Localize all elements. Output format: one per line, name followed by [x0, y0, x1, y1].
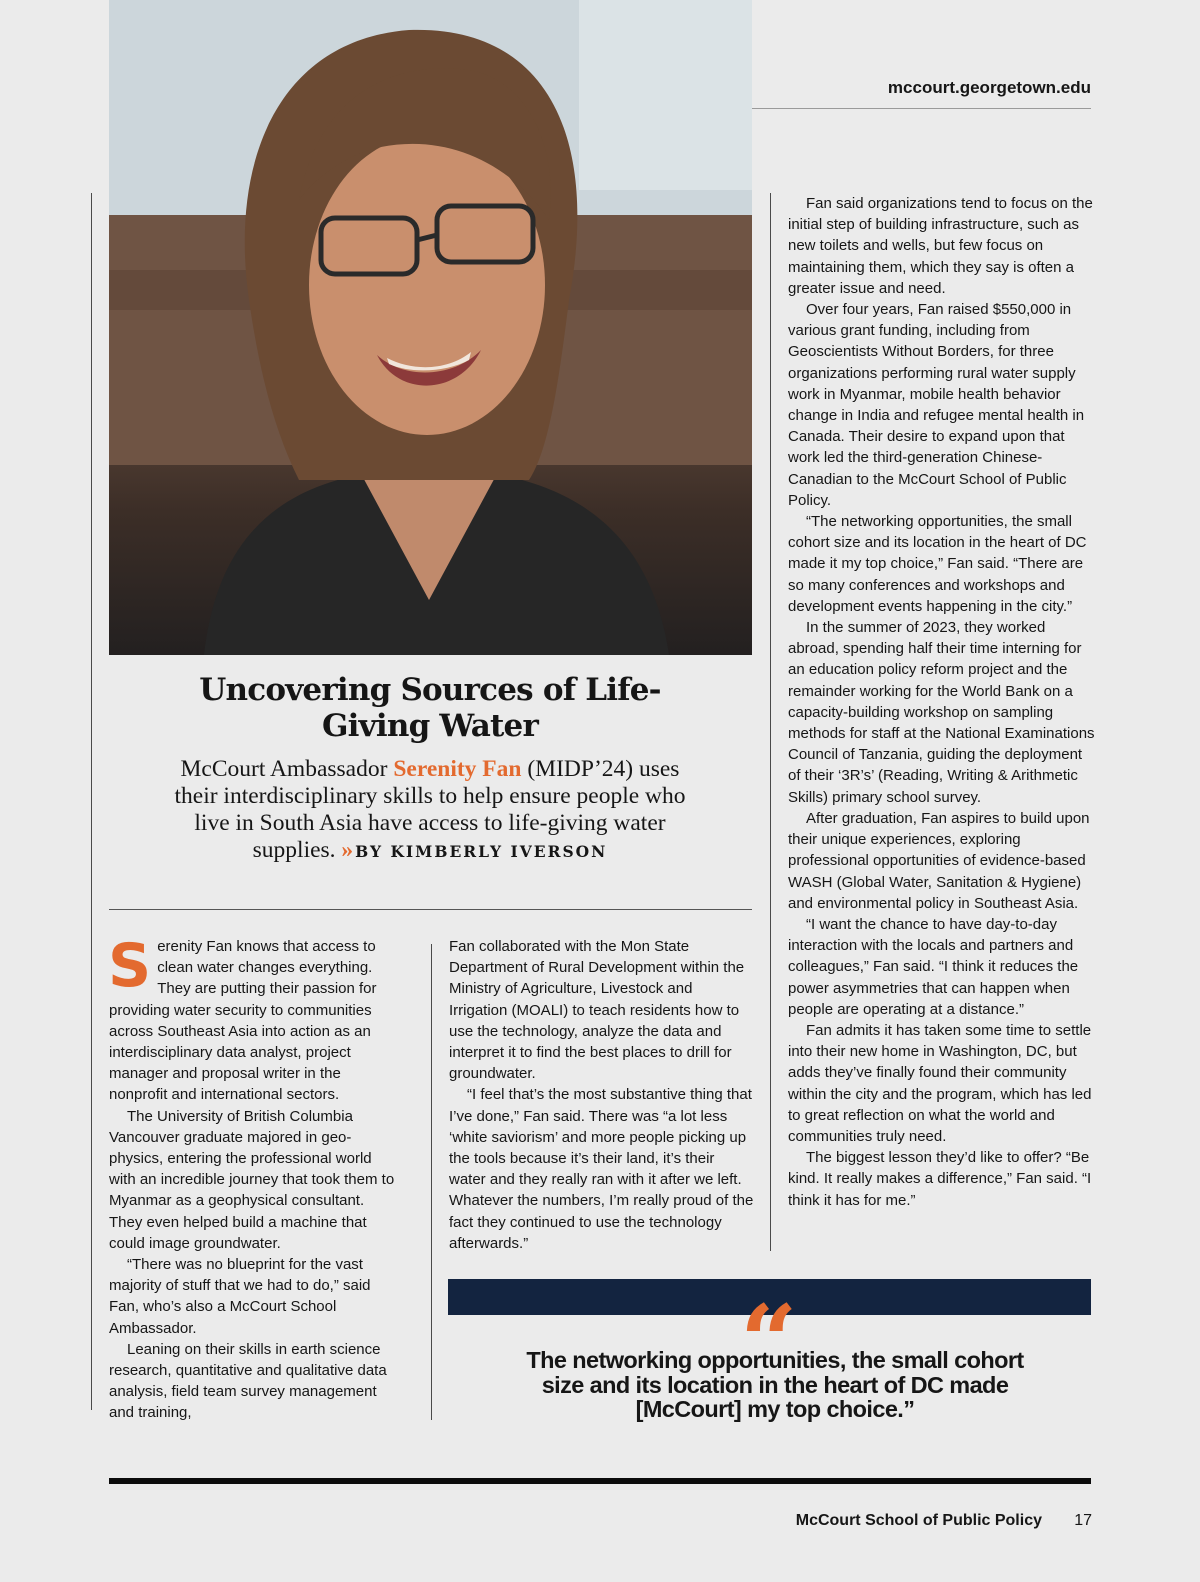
body-paragraph: Fan collaborated with the Mon State Department of Rural Development within the Ministry of Agriculture, Livestock and Irrigation (MOALI) to teach residents how to use the technology, analyze the data and interpret it to find the best places to drill for groundwater.	[449, 938, 745, 1083]
deck-intro: McCourt Ambassador	[180, 756, 394, 782]
article-deck	[160, 756, 700, 865]
body-paragraph: After graduation, Fan aspires to build upon their unique experiences, exploring professional opportunities of evidence-based WASH (Global Water, Sanitation & Hygiene) and environmental policy in Southeast Asia.	[788, 809, 1090, 912]
body-paragraph: “I feel that’s the most substantive thing that I’ve done,” Fan said. There was “a lot less ‘white saviorism’ and more people picking up the tools because it’s their land, it’s their water and they really ran with it after we left. Whatever the numbers, I’m really proud of the fact they continued to use the technology afterwards.”	[449, 1086, 754, 1252]
column2-rule	[431, 944, 432, 1420]
deck-subject-name: Serenity Fan	[393, 756, 522, 782]
page-number: 17	[1074, 1512, 1092, 1529]
quote-mark-icon: “	[740, 1283, 798, 1401]
body-paragraph: Serenity Fan knows that access to clean water changes everything. They are putting their passion for providing water security to communities across Southeast Asia into action as an interdisciplinary data analyst, project manager and proposal writer in the nonprofit and international sectors.	[108, 931, 377, 1104]
body-paragraph: In the summer of 2023, they worked abroad, spending half their time interning for an education policy reform project and the remainder working for the World Bank on a capacity-building workshop on sampling methods for staff at the National Examinations Council of Tanzania, guiding the deployment of their ‘3R’s’ (Reading, Writing & Arithmetic Skills) primary school survey.	[788, 619, 1095, 806]
deck-body: uses their interdisciplinary skills to help ensure people who live in South Asia have access to life-giving water supplies.	[174, 756, 686, 863]
drop-cap: S	[108, 931, 152, 1001]
article-headline: Uncovering Sources of Life-Giving Water	[199, 672, 661, 744]
portrait-photo	[109, 0, 752, 655]
body-paragraph: “There was no blueprint for the vast majority of stuff that we had to do,” said Fan, who’s also a McCourt School Ambassador.	[109, 1256, 371, 1337]
body-paragraph: The University of British Columbia Vancouver graduate majored in geophysics, entering the professional world with an incredible journey that took them to Myanmar as a geophysical consultant. They even helped build a machine that could image groundwater.	[109, 1107, 395, 1252]
body-paragraph: “I want the chance to have day-to-day interaction with the locals and partners and colleagues,” Fan said. “I think it reduces the power asymmetries that can happen when people are operating at a distance.”	[788, 915, 1079, 1018]
header-divider	[752, 108, 1091, 109]
body-paragraph: Leaning on their skills in earth science research, quantitative and qualitative data analysis, field team survey management and training,	[109, 1340, 387, 1422]
body-paragraph: Fan admits it has taken some time to settle into their new home in Washington, DC, but adds they’ve finally found their community within the city and the program, which has led to great reflection on what the world and communities truly need.	[788, 1021, 1092, 1145]
body-paragraph: Over four years, Fan raised $550,000 in various grant funding, including from Geoscientists Without Borders, for three organizations performing rural water supply work in Myanmar, mobile health behavior change in India and refugee mental health in Canada. Their desire to expand upon that work led the third-generation Chinese-Canadian to the McCourt School of Public Policy.	[788, 301, 1085, 509]
column3-rule	[770, 193, 771, 1251]
left-margin-rule	[91, 193, 92, 1410]
article-column-3	[788, 193, 1095, 1211]
chevron-right-icon: »	[341, 837, 354, 863]
section-divider	[109, 909, 752, 910]
body-paragraph: Fan said organizations tend to focus on the initial step of building infrastructure, such as new toilets and wells, but few focus on maintaining them, which they say is often a greater issue and need.	[788, 195, 1093, 297]
pull-quote: The networking opportunities, the small cohort size and its location in the heart of DC made [McCourt] my top choice.”	[526, 1347, 1024, 1422]
portrait-illustration	[109, 0, 752, 655]
footer-rule	[109, 1478, 1091, 1484]
body-paragraph: “The networking opportunities, the small cohort size and its location in the heart of DC made it my top choice,” Fan said. “There are so many conferences and workshops and development events happening in the city.”	[788, 513, 1087, 615]
site-url[interactable]: mccourt.georgetown.edu	[887, 78, 1091, 97]
byline: BY KIMBERLY IVERSON	[355, 842, 608, 861]
article-column-1	[108, 931, 397, 1424]
footer-publication: McCourt School of Public Policy	[795, 1512, 1042, 1529]
deck-program: (MIDP’24)	[521, 756, 634, 782]
article-column-2	[449, 936, 754, 1254]
body-paragraph: The biggest lesson they’d like to offer? “Be kind. It really makes a difference,” Fan said. “I think it has for me.”	[788, 1149, 1092, 1209]
